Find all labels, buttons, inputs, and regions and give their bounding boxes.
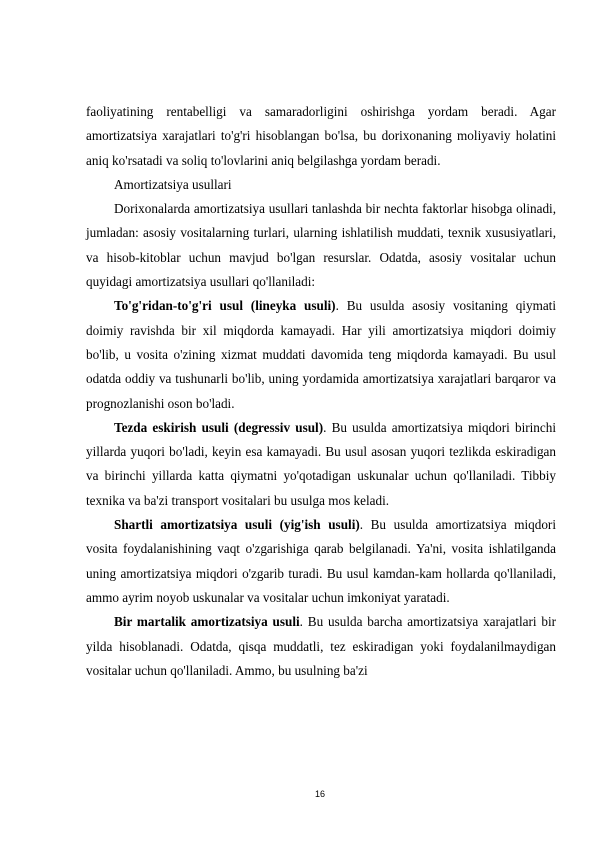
paragraph-method-conditional xyxy=(86,513,556,610)
paragraph-factors: Dorixonalarda amortizatsiya usullari tanlashda bir nechta faktorlar hisobga olinadi, jumladan: asosiy vositalarning turlari, ularning ishlatilish muddati, texnik xususiyatlari, va hisob-kitoblar uchun mavjud bo'lgan resurslar. Odatda, asosiy vositalar uchun quyidagi amortizatsiya usullari qo'llaniladi: xyxy=(86,201,556,290)
method-linear-title: To'g'ridan-to'g'ri usul (lineyka usuli) xyxy=(114,298,336,314)
method-degressive-text: . Bu usulda amortizatsiya miqdori birinchi yillarda yuqori bo'ladi, keyin esa kamayadi. Bu usul asosan yuqori tezlikda eskiradigan va birinchi yillarda katta qiymatni yo'qotadigan uskunalar uchun qo'llaniladi. Tibbiy texnika va ba'zi transport vositalari bu usulga mos keladi. xyxy=(86,419,556,508)
method-onetime-text: . Bu usulda barcha amortizatsiya xarajatlari bir yilda hisoblanadi. Odatda, qisqa muddatli, tez eskiradigan yoki foydalanilmaydigan vositalar uchun qo'llaniladi. Ammo, bu usulning ba'zi xyxy=(86,614,557,678)
paragraph-intro: faoliyatining rentabelligi va samaradorligini oshirishga yordam beradi. Agar amortizatsiya xarajatlari to'g'ri hisoblangan bo'lsa, bu dorixonaning moliyaviy holatini aniq ko'rsatadi va soliq to'lovlarini aniq belgilashga yordam beradi. xyxy=(86,104,556,168)
method-conditional-title: Shartli amortizatsiya usuli (yig'ish usuli) xyxy=(114,517,360,533)
method-onetime-title: Bir martalik amortizatsiya usuli xyxy=(114,614,300,630)
paragraph-method-linear xyxy=(86,294,556,415)
method-conditional-text: . Bu usulda amortizatsiya miqdori vosita foydalanishining vaqt o'zgarishiga qarab belgilanadi. Ya'ni, vosita ishlatilganda uning amortizatsiya miqdori o'zgarib turadi. Bu usul kamdan-kam hollarda qo'llaniladi, ammo ayrim noyob uskunalar va vositalar uchun imkoniyat yaratadi. xyxy=(86,517,556,605)
method-linear-text: . Bu usulda asosiy vositaning qiymati doimiy ravishda bir xil miqdorda kamayadi. Har yili amortizatsiya miqdori doimiy bo'lib, u vosita o'zining xizmat muddati davomida teng miqdorda kamayadi. Bu usul odatda oddiy va tushunarli bo'lib, uning yordamida amortizatsiya xarajatlari barqaror va prognozlanishi oson bo'ladi. xyxy=(86,298,557,411)
page-body xyxy=(86,100,556,683)
paragraph-method-onetime xyxy=(86,610,556,683)
paragraph-method-degressive xyxy=(86,416,556,513)
page-number: 16 xyxy=(314,789,325,799)
section-heading: Amortizatsiya usullari xyxy=(114,176,232,192)
method-degressive-title: Tezda eskirish usuli (degressiv usul) xyxy=(114,419,324,435)
